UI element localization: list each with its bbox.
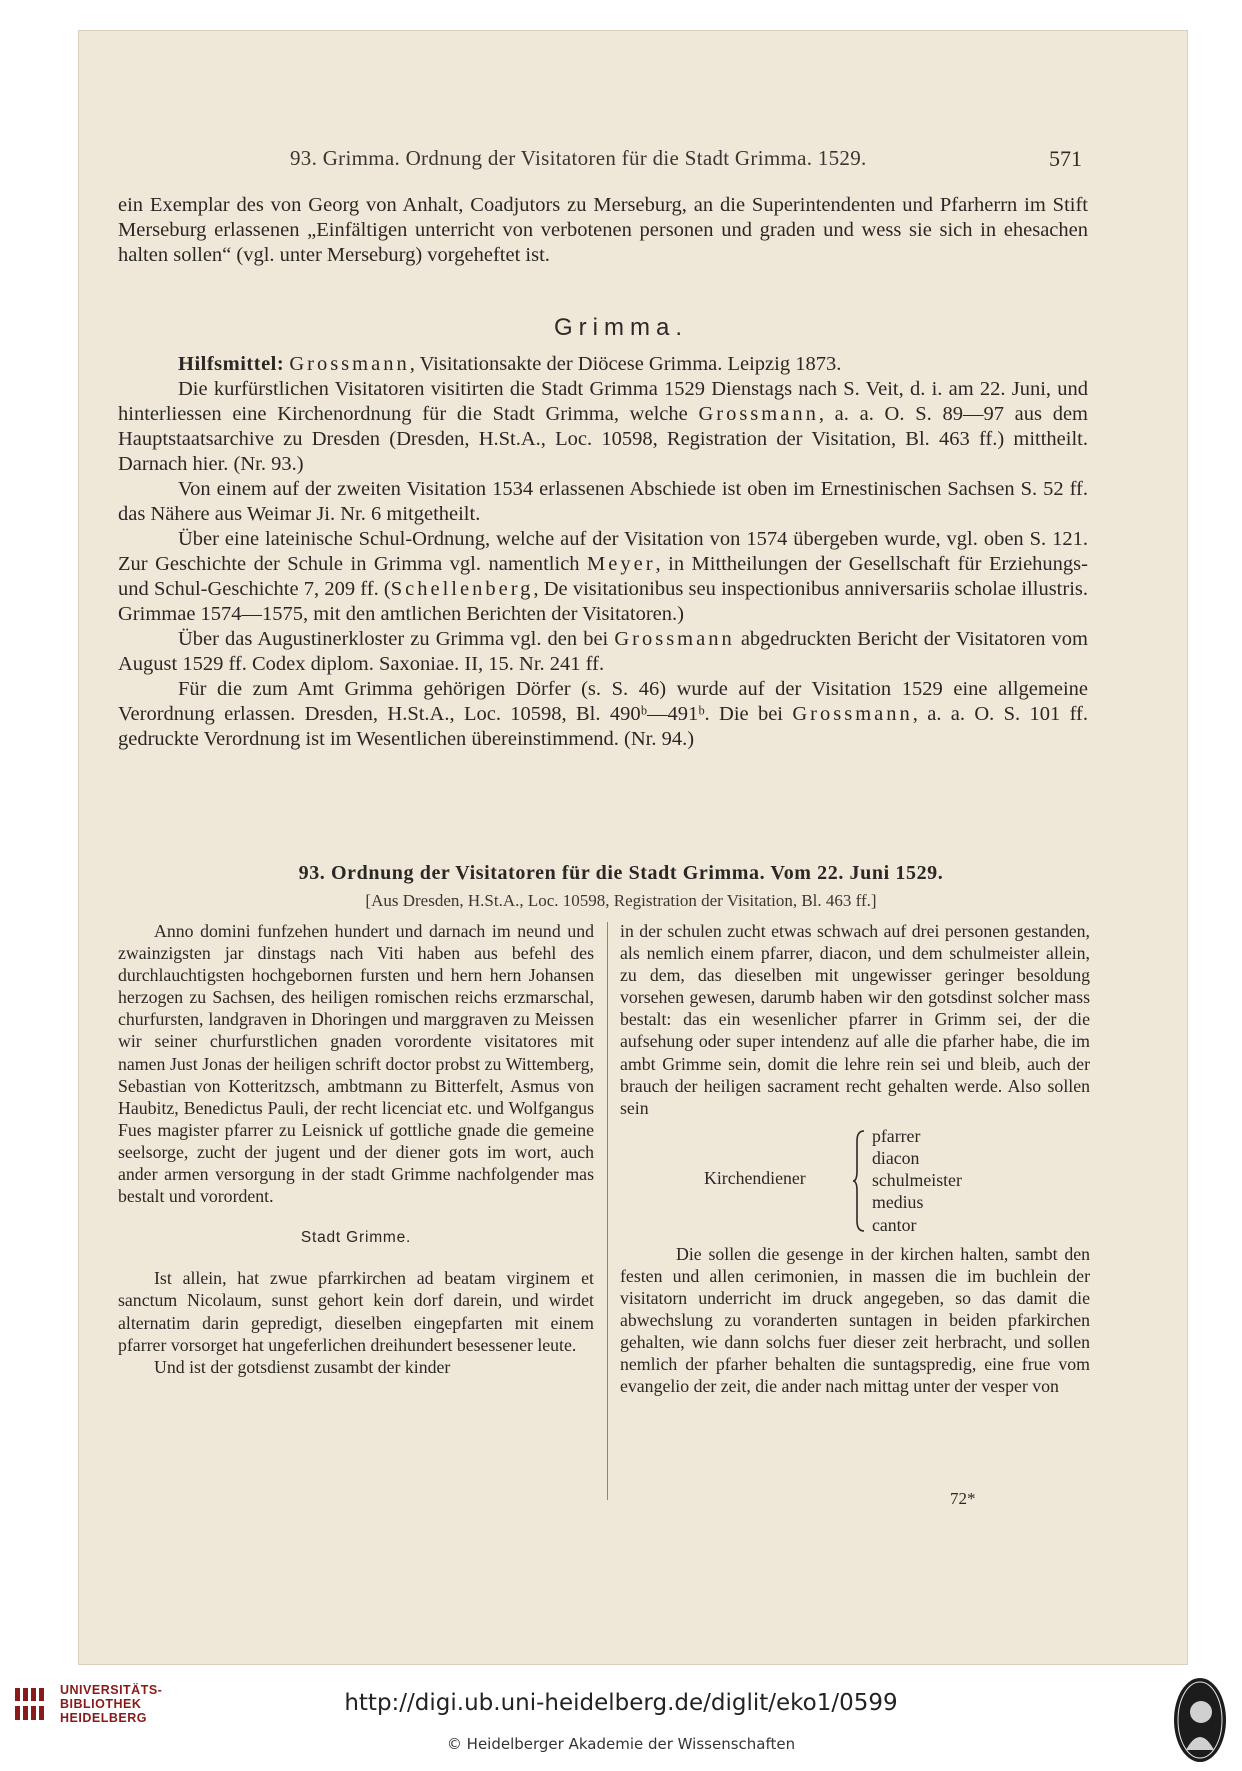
brace-icon [852, 1129, 866, 1233]
paragraph-4-a: Über das Augustinerkloster zu Grimma vgl. den bei [178, 628, 615, 650]
body-text [118, 352, 1088, 752]
list-item: medius [872, 1192, 924, 1213]
aids-label: Hilfsmittel: [178, 353, 285, 375]
left-paragraph-2: Ist allein, hat zwue pfarrkirchen ad beatam virginem et sanctum Nicolaum, sunst gehort kein dorf darein, und wirdet alternatim darin gepredigt, dieselben eingepfarten mit einem pfarrer vorsorget hat ungeferlichen dreihundert besessener leute. [118, 1268, 594, 1355]
aids-rest: , Visitationsakte der Diöcese Grimma. Leipzig 1873. [409, 353, 842, 375]
section-title: Grimma. [554, 314, 688, 341]
right-paragraph-1: in der schulen zucht etwas schwach auf drei personen gestanden, als nemlich einem pfarrer, diacon, und dem schulmeister allein, zu dem, das dieselben mit ungewisser geringer besoldung vorsehen gewesen, darumb haben wir den gotsdinst solcher mass bestalt: das ein wesenlicher pfarrer in Grimm sei, der die aufsehung oder super intendenz auf alle die pfarher habe, die im ambt Grimme sein, domit die lehre rein sei und bleib, auch der brauch der heiligen sacrament recht gehalten werde. Also sollen sein [620, 921, 1090, 1118]
aids-author: Grossmann [289, 353, 410, 375]
paragraph-1-b: , a. a. O. S. 89—97 aus dem Hauptstaatsarchive zu Dresden (Dresden, H.St.A., Loc. 10598, Registration der Visitation, Bl. 463 ff.) mittheilt. Darnach hier. (Nr. 93.) [118, 403, 1089, 475]
right-paragraph-2: Die sollen die gesenge in der kirchen halten, sambt den festen und allen cerimonien, in massen die im buchlein der visitatorn underricht im druck angegeben, so das damit die abwechslung zu voranderten suntagen in beiden pfarkirchen gehalten, wie dann solchs fuer dieser zeit herbracht, und sollen nemlich der pfarher behalten die suntagspredig, eine frue vom evangelio der zeit, die ander nach mittag unter der vesper von [620, 1243, 1090, 1397]
paper-scan [78, 30, 1188, 1665]
list-item: cantor [872, 1214, 917, 1235]
paragraph-1 [118, 377, 1088, 477]
paragraph-5-b: , a. a. O. S. 101 ff. gedruckte Verordnung ist im Wesentlichen übereinstimmend. (Nr. 94.) [118, 703, 1089, 750]
page-number: 571 [1049, 146, 1082, 171]
paragraph-1-spaced: Grossmann [698, 403, 819, 425]
list-item: diacon [872, 1148, 920, 1169]
list-item: schulmeister [872, 1170, 962, 1191]
intro-paragraph [118, 193, 1088, 268]
paragraph-3-a: Über eine lateinische Schul-Ordnung, welche auf der Visitation von 1574 übergeben wurde, vgl. oben S. 121. Zur Geschichte der Schule in Grimma vgl. namentlich [118, 528, 1088, 575]
paragraph-4-spaced: Grossmann [614, 628, 735, 650]
logo-line-1: UNIVERSITÄTS- [60, 1683, 163, 1697]
copyright-notice: © Heidelberger Akademie der Wissenschaften [446, 1735, 796, 1753]
aids-line [118, 352, 1088, 377]
right-column [620, 920, 1090, 1398]
paragraph-3-spaced2: Schellenberg [390, 578, 534, 600]
signature-mark: 72* [950, 1489, 976, 1508]
left-subhead: Stadt Grimme. [300, 1229, 412, 1247]
document-title: 93. Ordnung der Visitatoren für die Stadt Grimma. Vom 22. Juni 1529. [298, 862, 944, 884]
paragraph-3-b: , in Mittheilungen der Gesellschaft für Erziehungs- und Schul-Geschichte 7, 209 ff. ( [118, 553, 1088, 600]
church-staff-items [872, 1125, 962, 1236]
paragraph-4-b: abgedruckten Bericht der Visitatoren vom August 1529 ff. Codex diplom. Saxoniae. II, 15. Nr. 241 ff. [118, 628, 1088, 675]
intro-text: ein Exemplar des von Georg von Anhalt, Coadjutors zu Merseburg, an die Superintendenten und Pfarherrn im Stift Merseburg erlassenen „Einfältigen unterricht von verbotenen personen und graden und wess sie sich in ehesachen halten sollen“ (vgl. unter Merseburg) vorgeheftet ist. [118, 194, 1088, 266]
paragraph-5-spaced: Grossmann [792, 703, 913, 725]
church-staff-label: Kirchendiener [704, 1167, 806, 1188]
logo-line-3: HEIDELBERG [60, 1711, 147, 1725]
list-item: pfarrer [872, 1125, 921, 1146]
paragraph-3 [118, 527, 1088, 627]
paragraph-3-c: , De visitationibus seu inspectionibus anniversariis scholae illustris. Grimmae 1574—1575, mit den amtlichen Berichten der Visitatoren.) [118, 578, 1088, 625]
paragraph-1-a: Die kurfürstlichen Visitatoren visitirten die Stadt Grimma 1529 Dienstags nach S. Veit, d. i. am 22. Juni, und hinterliessen eine Kirchenordnung für die Stadt Grimma, welche [118, 378, 1088, 425]
church-staff-list [620, 1125, 1090, 1237]
paragraph-4 [118, 627, 1088, 677]
left-column [118, 920, 594, 1378]
left-paragraph-3: Und ist der gotsdienst zusambt der kinder [154, 1356, 451, 1377]
column-divider [607, 922, 608, 1500]
paragraph-5-a: Für die zum Amt Grimma gehörigen Dörfer (s. S. 46) wurde auf der Visitation 1529 eine allgemeine Verordnung erlassen. Dresden, H.St.A., Loc. 10598, Bl. 490ᵇ—491ᵇ. Die bei [118, 678, 1088, 725]
logo-line-2: BIBLIOTHEK [60, 1697, 142, 1711]
paragraph-5 [118, 677, 1088, 752]
paragraph-3-spaced1: Meyer [587, 553, 656, 575]
document-source: [Aus Dresden, H.St.A., Loc. 10598, Registration der Visitation, Bl. 463 ff.] [365, 891, 877, 910]
paragraph-2: Von einem auf der zweiten Visitation 1534 erlassenen Abschiede ist oben im Ernestinischen Sachsen S. 52 ff. das Nähere aus Weimar Ji. Nr. 6 mitgetheilt. [118, 478, 1088, 525]
running-title: 93. Grimma. Ordnung der Visitatoren für die Stadt Grimma. 1529. [290, 146, 867, 170]
permalink-url[interactable]: http://digi.ub.uni-heidelberg.de/diglit/eko1/0599 [344, 1690, 898, 1716]
portrait-seal-icon [1172, 1676, 1228, 1764]
left-paragraph-1: Anno domini funfzehen hundert und darnach im neund und zwainzigsten jar dinstags nach Viti haben aus befehl des durchlauchtigsten hochgebornen fursten und hern hern Johansen herzogen zu Sachsen, des heiligen romischen reichs erzmarschal, churfursten, landgraven in Dhoringen und marggraven zu Meissen wir seiner churfurstlichen gnaden vorordente visitatores mit namen Just Jonas der heiligen schrift doctor probst zu Wittemberg, Sebastian von Kotteritzsch, ambtmann zu Bitterfelt, Asmus von Haubitz, Benedictus Pauli, der recht licenciat etc. und Wolfgangus Fues magister pfarrer zu Leisnick uf gottliche gnade die gemeine seelsorge, zucht der jugent und der diener gots im wort, auch ander armen versorgung in der stadt Grimme nachfolgender mas bestalt und vorordent. [118, 921, 594, 1207]
